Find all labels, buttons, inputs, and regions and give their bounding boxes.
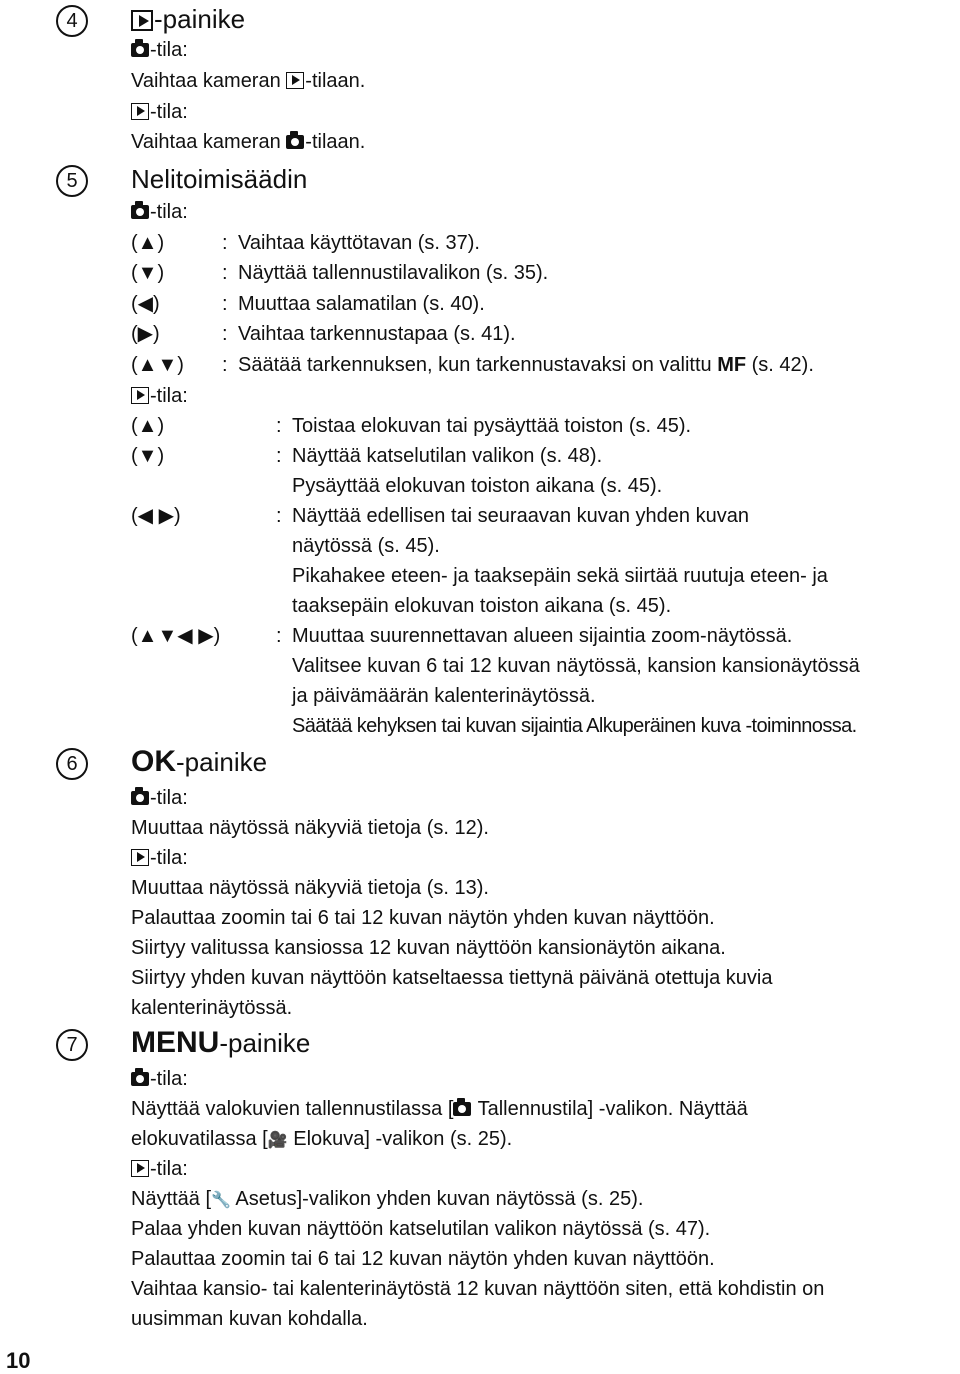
label-text: -tila: <box>150 1158 188 1180</box>
colon: : <box>222 323 228 345</box>
s5-play-desc-1-1: Pysäyttää elokuvan toiston aikana (s. 45). <box>292 475 663 497</box>
movie-icon: 🎥 <box>267 1132 288 1149</box>
s5-cam-label <box>131 200 188 224</box>
s6-cam-text: Muuttaa näytössä näkyviä tietoja (s. 12). <box>131 817 489 839</box>
colon: : <box>222 293 228 315</box>
label-text: -tila: <box>150 1068 188 1090</box>
ok-icon: OK <box>131 745 176 778</box>
text-a: Vaihtaa kameran <box>131 70 287 92</box>
menu-icon: MENU <box>131 1026 220 1059</box>
text-b: Tallennustila] -valikon. Näyttää <box>472 1098 748 1120</box>
section-7-title <box>131 1028 310 1058</box>
s7-play-line-head <box>131 1187 643 1213</box>
s5-cam-key-2: (◀) <box>131 293 160 315</box>
s5-play-desc-2-1: näytössä (s. 45). <box>292 535 440 557</box>
playback-icon <box>131 10 153 31</box>
label-text: -tila: <box>150 39 188 61</box>
s5-cam-key-0: (▲) <box>131 232 165 254</box>
colon: : <box>276 625 282 647</box>
s4-cam-text <box>131 69 365 93</box>
playback-icon <box>286 72 304 89</box>
s5-cam-desc-0: Vaihtaa käyttötavan (s. 37). <box>238 232 480 254</box>
s5-cam-desc-1: Näyttää tallennustilavalikon (s. 35). <box>238 262 549 284</box>
section-4-title <box>131 4 245 34</box>
s5-play-desc-3-1: Valitsee kuvan 6 tai 12 kuvan näytössä, kansion kansionäytössä <box>292 655 860 677</box>
section-4-number: 4 <box>56 5 88 37</box>
s5-play-key-3: (▲▼◀ ▶) <box>131 625 221 647</box>
section-6-title <box>131 747 267 777</box>
label-text: -tila: <box>150 787 188 809</box>
s5-play-desc-3-2: ja päivämäärän kalenterinäytössä. <box>292 685 596 707</box>
s5-play-desc-1-0: Näyttää katselutilan valikon (s. 48). <box>292 445 603 467</box>
label-text: -tila: <box>150 101 188 123</box>
s5-play-key-2: (◀ ▶) <box>131 505 181 527</box>
s4-cam-label <box>131 38 188 62</box>
s5-play-key-0: (▲) <box>131 415 165 437</box>
s5-play-desc-2-3: taaksepäin elokuvan toiston aikana (s. 45). <box>292 595 672 617</box>
text-a: Vaihtaa kameran <box>131 131 287 153</box>
s5-cam-key-3: (▶) <box>131 323 160 345</box>
s5-cam-desc-2: Muuttaa salamatilan (s. 40). <box>238 293 485 315</box>
colon: : <box>222 354 228 376</box>
s6-cam-label <box>131 786 188 810</box>
section-4-title-text: -painike <box>154 4 246 34</box>
s7-cam-line-0 <box>131 1097 748 1121</box>
page-number: 10 <box>6 1348 31 1373</box>
colon: : <box>222 232 228 254</box>
section-7-title-text: -painike <box>219 1028 311 1058</box>
s5-play-desc-2-0: Näyttää edellisen tai seuraavan kuvan yhden kuvan <box>292 505 749 527</box>
text-b: Asetus]-valikon yhden kuvan näytössä (s. 25). <box>230 1188 644 1210</box>
s5-cam-key-1: (▼) <box>131 262 165 284</box>
playback-icon <box>131 1160 149 1177</box>
section-5-number: 5 <box>56 165 88 197</box>
s7-play-label <box>131 1157 188 1181</box>
camera-icon <box>131 43 149 57</box>
section-6-number: 6 <box>56 748 88 780</box>
camera-icon <box>131 1072 149 1086</box>
s7-play-line-1: Palauttaa zoomin tai 6 tai 12 kuvan näytön yhden kuvan näyttöön. <box>131 1248 715 1270</box>
label-text: -tila: <box>150 201 188 223</box>
text-b: (s. 42). <box>746 354 814 376</box>
s5-play-label <box>131 384 188 408</box>
s7-play-line-3: uusimman kuvan kohdalla. <box>131 1308 368 1330</box>
wrench-icon: 🔧 <box>211 1192 231 1209</box>
s6-play-line-0: Muuttaa näytössä näkyviä tietoja (s. 13). <box>131 877 489 899</box>
s6-play-line-3: Siirtyy yhden kuvan näyttöön katseltaessa tiettynä päivänä otettuja kuvia <box>131 967 773 989</box>
s4-play-label <box>131 100 188 124</box>
text-a: Säätää tarkennuksen, kun tarkennustavaksi on valittu <box>238 354 718 376</box>
text-a: Näyttää valokuvien tallennustilassa [ <box>131 1098 454 1120</box>
section-5-title: Nelitoimisäädin <box>131 164 308 194</box>
text-b: -tilaan. <box>305 131 366 153</box>
text-a: elokuvatilassa [ <box>131 1128 268 1150</box>
s5-play-desc-2-2: Pikahakee eteen- ja taaksepäin sekä siirtää ruutuja eteen- ja <box>292 565 828 587</box>
section-6-title-text: -painike <box>176 747 268 777</box>
s6-play-line-2: Siirtyy valitussa kansiossa 12 kuvan näyttöön kansionäytön aikana. <box>131 937 726 959</box>
s7-cam-line-1 <box>131 1127 512 1153</box>
s5-play-desc-3-3: Säätää kehyksen tai kuvan sijaintia Alkuperäinen kuva -toiminnossa. <box>292 715 857 737</box>
s5-cam-desc-3: Vaihtaa tarkennustapaa (s. 41). <box>238 323 516 345</box>
text-b: Elokuva] -valikon (s. 25). <box>287 1128 513 1150</box>
s6-play-line-4: kalenterinäytössä. <box>131 997 293 1019</box>
s5-play-desc-0-0: Toistaa elokuvan tai pysäyttää toiston (s. 45). <box>292 415 692 437</box>
s5-cam-desc-4 <box>238 353 814 377</box>
camera-icon <box>286 135 304 149</box>
colon: : <box>222 262 228 284</box>
s6-play-label <box>131 846 188 870</box>
s5-play-key-1: (▼) <box>131 445 165 467</box>
s5-play-desc-3-0: Muuttaa suurennettavan alueen sijaintia zoom-näytössä. <box>292 625 793 647</box>
playback-icon <box>131 103 149 120</box>
colon: : <box>276 445 282 467</box>
label-text: -tila: <box>150 847 188 869</box>
s5-cam-key-4: (▲▼) <box>131 354 184 376</box>
colon: : <box>276 415 282 437</box>
s7-cam-label <box>131 1067 188 1091</box>
text-b: -tilaan. <box>305 70 366 92</box>
s7-play-line-0: Palaa yhden kuvan näyttöön katselutilan valikon näytössä (s. 47). <box>131 1218 711 1240</box>
camera-icon <box>453 1102 471 1116</box>
s6-play-line-1: Palauttaa zoomin tai 6 tai 12 kuvan näytön yhden kuvan näyttöön. <box>131 907 715 929</box>
label-text: -tila: <box>150 385 188 407</box>
colon: : <box>276 505 282 527</box>
mf-icon: MF <box>717 354 747 376</box>
text-a: Näyttää [ <box>131 1188 212 1210</box>
playback-icon <box>131 849 149 866</box>
section-7-number: 7 <box>56 1029 88 1061</box>
s7-play-line-2: Vaihtaa kansio- tai kalenterinäytöstä 12 kuvan näyttöön siten, että kohdistin on <box>131 1278 825 1300</box>
camera-icon <box>131 791 149 805</box>
camera-icon <box>131 205 149 219</box>
playback-icon <box>131 387 149 404</box>
s4-play-text <box>131 130 365 154</box>
